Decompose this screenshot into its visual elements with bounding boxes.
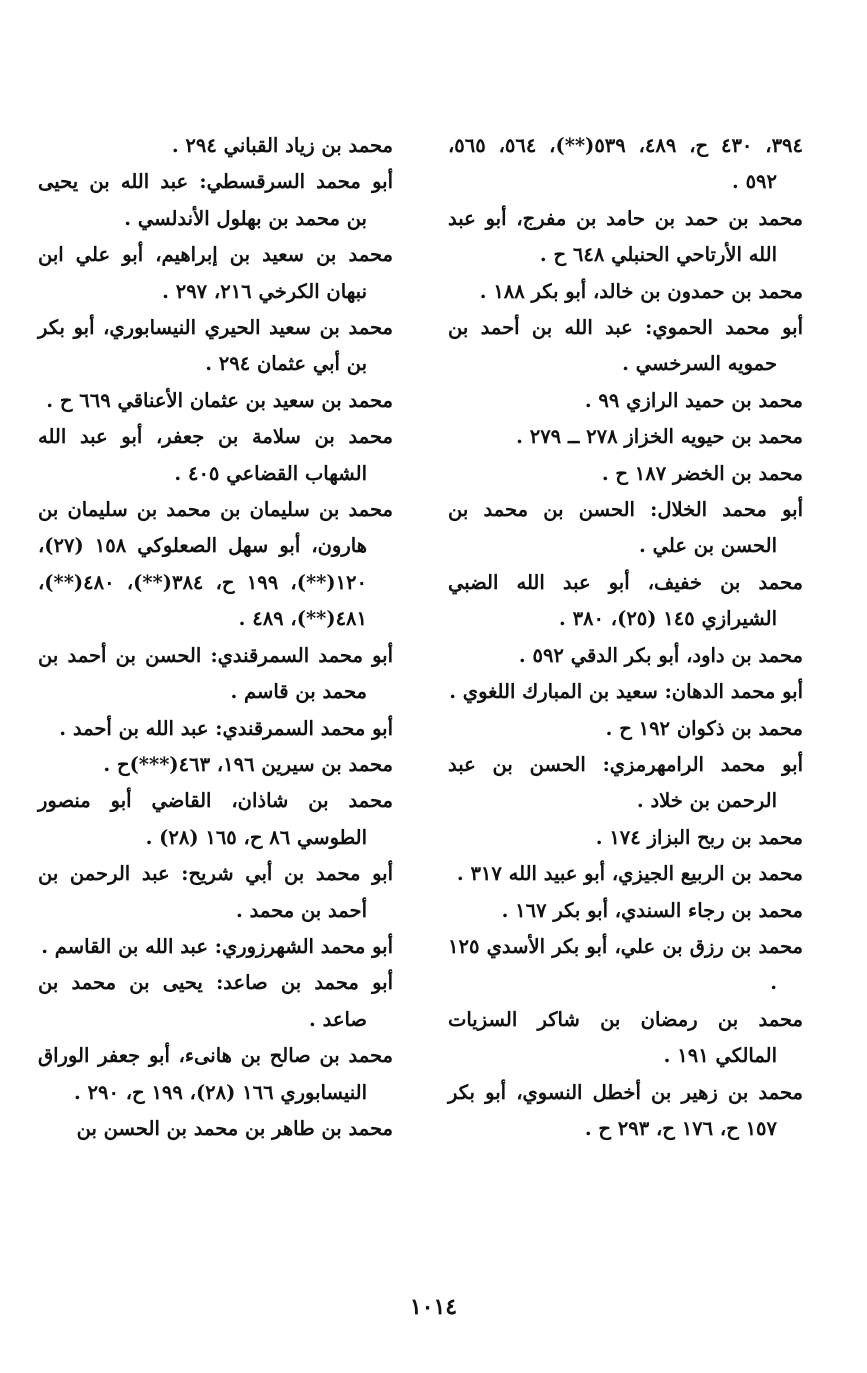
index-entry: محمد بن رجاء السندي، أبو بكر ١٦٧ . [501,898,803,922]
index-entry: أبو محمد بن صاعد: يحيى بن محمد بن صاعد . [38,971,393,1031]
index-entry: محمد بن حميد الرازي ٩٩ . [584,388,803,412]
index-entry: أبو محمد الرامهرمزي: الحسن بن عبد الرحمن بن خلاد . [448,752,803,813]
index-entry: محمد بن طاهر بن محمد بن الحسن بن [76,1116,393,1140]
index-entry: أبو محمد الخلال: الحسن بن محمد بن الحسن بن علي . [448,498,803,558]
index-entry: محمد بن داود، أبو بكر الدقي ٥٩٢ . [518,643,803,667]
index-entry: محمد بن زياد القباني ٢٩٤ . [171,134,393,157]
index-entry: محمد بن الخضر ١٨٧ ح . [601,461,803,485]
index-entry: أبو محمد السرقسطي: عبد الله بن يحيى بن محمد بن بهلول الأندلسي . [38,170,393,230]
index-entry: محمد بن سليمان بن محمد بن سليمان بن هارون، أبو سهل الصعلوكي ١٥٨ (٢٧)، ١٢٠(**)، ١٩٩ ح، ٣٨٤(**)، ٤٨٠(**)، ٤٨١(**)، ٤٨٩ . [38,498,393,631]
index-entry: أبو محمد الدهان: سعيد بن المبارك اللغوي . [449,680,803,704]
index-entry: محمد بن رمضان بن شاكر السزيات المالكي ١٩١ . [448,1007,803,1068]
right-column [448,128,803,1147]
index-entry: أبو محمد الحموي: عبد الله بن أحمد بن حمويه السرخسي . [448,316,803,376]
index-entry: محمد بن سيرين ١٩٦، ٤٦٣(***)ح . [103,752,393,776]
page-number: ١٠١٤ [409,1294,458,1320]
left-column [38,128,393,1147]
index-entry: محمد بن شاذان، القاضي أبو منصور الطوسي ٨٦ ح، ١٦٥ (٢٨) . [38,789,393,849]
index-entry: محمد بن سلامة بن جعفر، أبو عبد الله الشهاب القضاعي ٤٠٥ . [38,425,393,485]
index-entry: محمد بن رزق بن علي، أبو بكر الأسدي ١٢٥ . [448,934,803,995]
index-entry: ٣٩٤، ٤٣٠ ح، ٤٨٩، ٥٣٩(**)، ٥٦٤، ٥٦٥، ٥٩٢ . [448,134,803,194]
index-entry: محمد بن حمدون بن خالد، أبو بكر ١٨٨ . [479,279,803,303]
index-entry: محمد بن سعيد الحيري النيسابوري، أبو بكر بن أبي عثمان ٢٩٤ . [38,316,393,376]
index-entry: أبو محمد السمرقندي: عبد الله بن أحمد . [59,716,393,740]
index-entry: محمد بن حيويه الخزاز ٢٧٨ ــ ٢٧٩ . [516,425,803,449]
index-entry: محمد بن زهير بن أخطل النسوي، أبو بكر ١٥٧ ح، ١٧٦ ح، ٢٩٣ ح . [448,1080,803,1140]
index-entry: محمد بن ذكوان ١٩٢ ح . [605,716,803,740]
index-entry: محمد بن ربح البزاز ١٧٤ . [595,825,803,849]
index-entry: محمد بن الربيع الجيزي، أبو عبيد الله ٣١٧ . [456,862,803,886]
index-entry: محمد بن سعيد بن عثمان الأعناقي ٦٦٩ ح . [46,388,393,412]
index-entry: أبو محمد السمرقندي: الحسن بن أحمد بن محمد بن قاسم . [38,643,393,704]
index-entry: أبو محمد بن أبي شريح: عبد الرحمن بن أحمد بن محمد . [38,862,393,922]
index-entry: محمد بن صالح بن هانىء، أبو جعفر الوراق النيسابوري ١٦٦ (٢٨)، ١٩٩ ح، ٢٩٠ . [38,1044,393,1104]
index-entry: أبو محمد الشهرزوري: عبد الله بن القاسم . [41,934,393,958]
index-entry: محمد بن حمد بن حامد بن مفرج، أبو عبد الله الأرتاحي الحنبلي ٦٤٨ ح . [448,206,803,267]
index-entry: محمد بن سعيد بن إبراهيم، أبو علي ابن نبهان الكرخي ٢١٦، ٢٩٧ . [38,243,393,303]
index-entry: محمد بن خفيف، أبو عبد الله الضبي الشيرازي ١٤٥ (٢٥)، ٣٨٠ . [448,570,803,631]
